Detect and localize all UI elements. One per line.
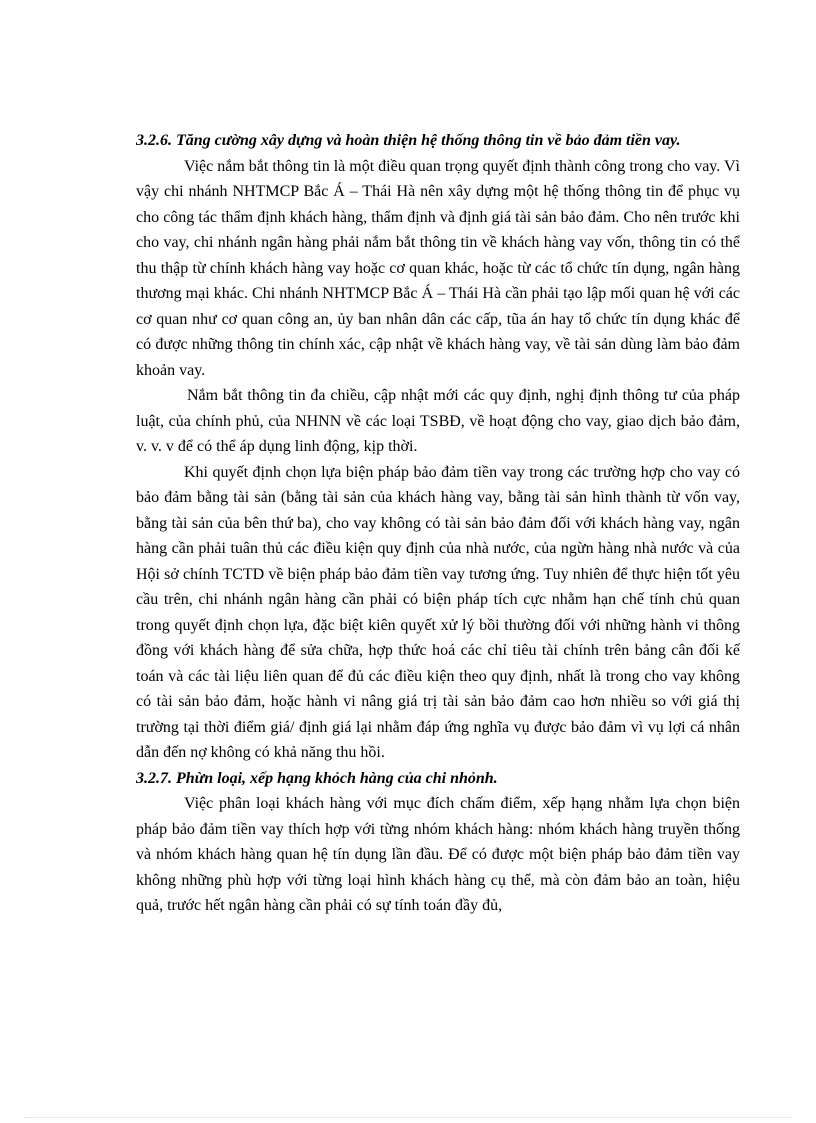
paragraph: Nắm bắt thông tin đa chiều, cập nhật mới các quy định, nghị định thông tư của pháp luật, của chính phủ, của NHNN về các loại TSBĐ, về hoạt động cho vay, giao dịch bảo đảm, v. v. v để có thể áp dụng linh động, kịp thời. <box>136 387 740 455</box>
paragraph: Khi quyết định chọn lựa biện pháp bảo đảm tiền vay trong các trường hợp cho vay có bảo đảm bằng tài sản (bằng tài sản của khách hàng vay, bằng tài sản hình thành từ vốn vay, bằng tài sản của bên thứ ba), cho vay không có tài sản bảo đảm đối với khách hàng vay, ngân hàng cần phải tuân thủ các điều kiện quy định của nhà nước, của ngừn hàng nhà nước và của Hội sở chính TCTD về biện pháp bảo đảm tiền vay tương ứng. Tuy nhiên để thực hiện tốt yêu cầu trên, chi nhánh ngân hàng cần phải có biện pháp tích cực nhằm hạn chế tính chủ quan trong quyết định chọn lựa, đặc biệt kiên quyết xử lý bồi thường đối với những hành vi thông đồng với khách hàng để sửa chữa, hợp thức hoá các chỉ tiêu tài chính trên bảng cân đối kế toán và các tài liệu liên quan để đủ các điều kiện theo quy định, nhất là trong cho vay không có tài sản bảo đảm, hoặc hành vi nâng giá trị tài sản bảo đảm cao hơn nhiều so với giá thị trường tại thời điểm giá/ định giá lại nhằm đáp ứng nghĩa vụ được bảo đảm vì vụ lợi cá nhân dẫn đến nợ không có khả năng thu hồi. <box>136 463 740 761</box>
section-heading-3-2-6: 3.2.6. Tăng cường xây dựng và hoàn thiện hệ thống thông tin về bảo đảm tiền vay. <box>136 132 681 149</box>
paragraph: Việc nắm bắt thông tin là một điều quan trọng quyết định thành công trong cho vay. Vì vậy chi nhánh NHTMCP Bắc Á – Thái Hà nên xây dựng một hệ thống thông tin để phục vụ cho công tác thẩm định khách hàng, thẩm định và định giá tài sản bảo đảm. Cho nên trước khi cho vay, chi nhánh ngân hàng phải nắm bắt thông tin về khách hàng vay vốn, thông tin có thể thu thập từ chính khách hàng vay hoặc cơ quan khác, hoặc từ các tổ chức tín dụng, ngân hàng thương mại khác. Chi nhánh NHTMCP Bắc Á – Thái Hà cần phải tạo lập mối quan hệ với các cơ quan như cơ quan công an, ủy ban nhân dân các cấp, tũa án hay tổ chức tín dụng khác để có được những thông tin chính xác, cập nhật về khách hàng vay, về tài sản dùng làm bảo đảm khoản vay. <box>136 157 740 379</box>
page-bottom-divider <box>24 1117 792 1118</box>
section-heading-3-2-7: 3.2.7. Phừn loại, xếp hạng khỏch hàng của chi nhỏnh. <box>136 769 498 787</box>
document-body <box>136 128 740 919</box>
paragraph: Việc phân loại khách hàng với mục đích chấm điểm, xếp hạng nhằm lựa chọn biện pháp bảo đảm tiền vay thích hợp với từng nhóm khách hàng: nhóm khách hàng truyền thống và nhóm khách hàng quan hệ tín dụng lần đầu. Để có được một biện pháp bảo đảm tiền vay không những phù hợp với từng loại hình khách hàng cụ thể, mà còn đảm bảo an toàn, hiệu quả, trước hết ngân hàng cần phải có sự tính toán đầy đủ, <box>136 795 740 914</box>
